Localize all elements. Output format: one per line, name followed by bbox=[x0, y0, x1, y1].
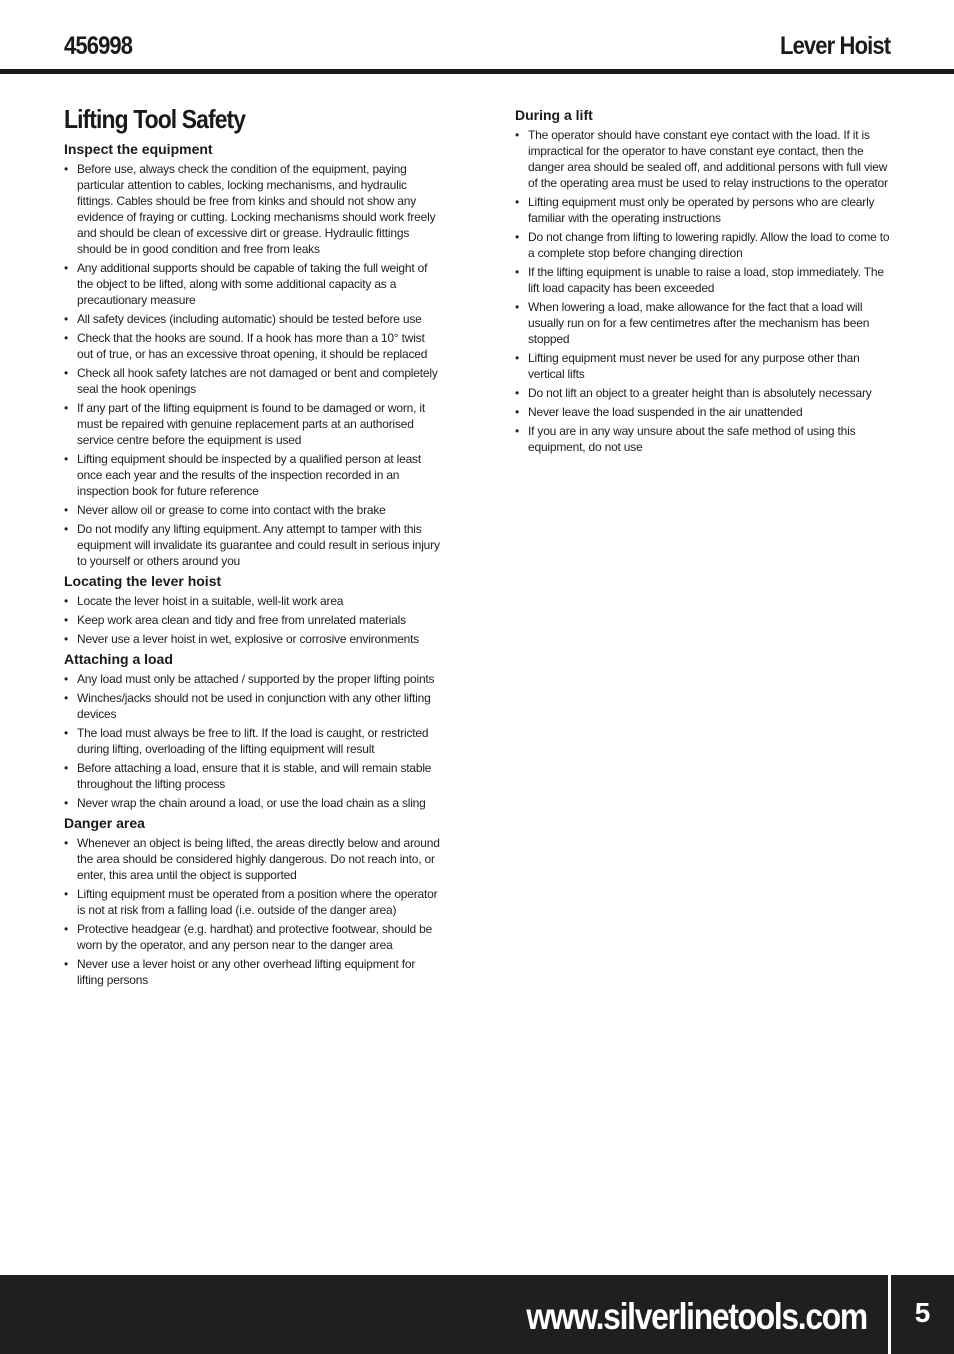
section-title: Inspect the equipment bbox=[64, 141, 213, 157]
list-item: • Lifting equipment should be inspected by a qualified person at least once each year and the results of the inspection recorded in an inspection book for future reference bbox=[64, 451, 442, 499]
left-column bbox=[64, 104, 442, 991]
list-item: • All safety devices (including automatic) should be tested before use bbox=[64, 311, 442, 327]
section-title: During a lift bbox=[515, 107, 593, 123]
bullet-list bbox=[64, 835, 442, 988]
section-title: Locating the lever hoist bbox=[64, 573, 222, 589]
list-item: • Lifting equipment must only be operated by persons who are clearly familiar with the operating instructions bbox=[515, 194, 895, 226]
list-item: • Do not change from lifting to lowering rapidly. Allow the load to come to a complete stop before changing direction bbox=[515, 229, 895, 261]
section-during-a-lift bbox=[515, 106, 895, 455]
section-title: Attaching a load bbox=[64, 651, 173, 667]
list-item: • If you are in any way unsure about the safe method of using this equipment, do not use bbox=[515, 423, 895, 455]
list-item: • Do not modify any lifting equipment. Any attempt to tamper with this equipment will invalidate its guarantee and could result in serious injury to yourself or others around you bbox=[64, 521, 442, 569]
list-item: • Check all hook safety latches are not damaged or bent and completely seal the hook openings bbox=[64, 365, 442, 397]
list-item: • Any load must only be attached / supported by the proper lifting points bbox=[64, 671, 442, 687]
list-item: • Never use a lever hoist or any other overhead lifting equipment for lifting persons bbox=[64, 956, 442, 988]
list-item: • Never wrap the chain around a load, or use the load chain as a sling bbox=[64, 795, 442, 811]
header-divider bbox=[0, 69, 954, 74]
page-heading: Lifting Tool Safety bbox=[64, 104, 246, 134]
list-item: • Lifting equipment must never be used for any purpose other than vertical lifts bbox=[515, 350, 895, 382]
list-item: • Winches/jacks should not be used in conjunction with any other lifting devices bbox=[64, 690, 442, 722]
list-item: • If the lifting equipment is unable to raise a load, stop immediately. The lift load capacity has been exceeded bbox=[515, 264, 895, 296]
list-item: • The operator should have constant eye contact with the load. If it is impractical for the operator to have constant eye contact, then the danger area should be sealed off, and additional persons with full view of the operating area must be used to relay instructions to the operator bbox=[515, 127, 895, 191]
footer-bar bbox=[0, 1275, 954, 1354]
section-danger-area bbox=[64, 814, 442, 988]
section-attaching-a-load bbox=[64, 650, 442, 811]
bullet-list bbox=[64, 161, 442, 569]
list-item: • Protective headgear (e.g. hardhat) and protective footwear, should be worn by the operator, and any person near to the danger area bbox=[64, 921, 442, 953]
page-number: 5 bbox=[914, 1297, 931, 1328]
website-link[interactable]: www.silverlinetools.com bbox=[526, 1296, 867, 1337]
list-item: • Lifting equipment must be operated from a position where the operator is not at risk from a falling load (i.e. outside of the danger area) bbox=[64, 886, 442, 918]
section-title: Danger area bbox=[64, 815, 145, 831]
list-item: • If any part of the lifting equipment is found to be damaged or worn, it must be repaired with genuine replacement parts at an authorised service centre before the equipment is used bbox=[64, 400, 442, 448]
list-item: • Do not lift an object to a greater height than is absolutely necessary bbox=[515, 385, 895, 401]
left-sections bbox=[64, 140, 442, 988]
list-item: • When lowering a load, make allowance for the fact that a load will usually run on for a few centimetres after the mechanism has been stopped bbox=[515, 299, 895, 347]
list-item: • Never use a lever hoist in wet, explosive or corrosive environments bbox=[64, 631, 442, 647]
list-item: • Locate the lever hoist in a suitable, well-lit work area bbox=[64, 593, 442, 609]
list-item: • Any additional supports should be capable of taking the full weight of the object to be lifted, along with some additional capacity as a precautionary measure bbox=[64, 260, 442, 308]
list-item: • Never leave the load suspended in the air unattended bbox=[515, 404, 895, 420]
product-name: Lever Hoist bbox=[779, 32, 890, 60]
list-item: • Whenever an object is being lifted, the areas directly below and around the area should be considered highly dangerous. Do not reach into, or enter, this area until the object is supported bbox=[64, 835, 442, 883]
right-column bbox=[515, 106, 895, 458]
section-inspect-the-equipment bbox=[64, 140, 442, 569]
list-item: • Keep work area clean and tidy and free from unrelated materials bbox=[64, 612, 442, 628]
list-item: • Before use, always check the condition of the equipment, paying particular attention to cables, locking mechanisms, and hydraulic fittings. Cables should be free from kinks and should not show any evidence of fraying or cutting. Locking mechanisms should work freely and should be clean of excessive dirt or grease. Hydraulic fittings should be in good condition and free from leaks bbox=[64, 161, 442, 257]
bullet-list bbox=[64, 593, 442, 647]
list-item: • Never allow oil or grease to come into contact with the brake bbox=[64, 502, 442, 518]
product-code: 456998 bbox=[64, 32, 133, 60]
bullet-list bbox=[515, 127, 895, 455]
section-locating-the-lever-hoist bbox=[64, 572, 442, 647]
list-item: • Check that the hooks are sound. If a hook has more than a 10° twist out of true, or has an excessive throat opening, it should be replaced bbox=[64, 330, 442, 362]
bullet-list bbox=[64, 671, 442, 811]
list-item: • The load must always be free to lift. If the load is caught, or restricted during lifting, overloading of the lifting equipment will result bbox=[64, 725, 442, 757]
list-item: • Before attaching a load, ensure that it is stable, and will remain stable throughout the lifting process bbox=[64, 760, 442, 792]
right-sections bbox=[515, 106, 895, 455]
